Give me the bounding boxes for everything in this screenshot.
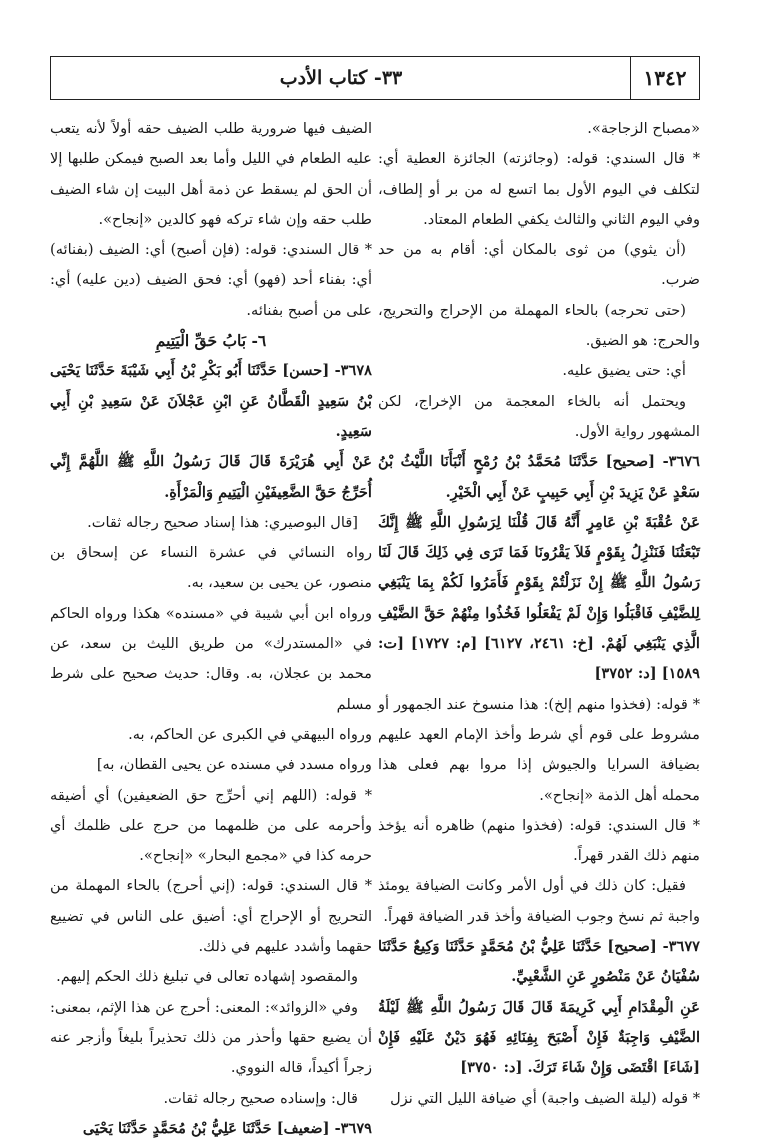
hadith-isnad-3677: ٣٦٧٧- [صحيح] حَدَّثَنَا عَلِيُّ بْنُ مُحَمَّدٍ حَدَّثَنَا وَكِيعٌ حَدَّثَنَا سُفْيَانُ عَنْ مَنْصُورٍ عَنِ الشَّعْبِيِّ.: [378, 938, 700, 986]
commentary-paragraph: * قوله: (فخذوا منهم إلخ): هذا منسوخ عند الجمهور أو مشروط على قوم أي شرط وأخذ الإمام العهد عليهم بضيافة السرايا والجيوش إذا مروا بهم فعلى هذا محمله أهل الذمة «إنجاح».: [378, 695, 700, 804]
page-header: [50, 56, 700, 100]
commentary-paragraph: * قال السندي: قوله: (فإن أصبح) أي: الضيف (بفنائه) أي: بفناء أحد (فهو) أي: فحق الضيف (دين عليه) أي: على من أصبح بفنائه.: [50, 241, 372, 319]
page-number: ١٣٤٢: [630, 57, 699, 99]
hadith-matn-3677: عَنِ الْمِقْدَامِ أَبِي كَرِيمَةَ قَالَ قَالَ رَسُولُ اللَّهِ ﷺ لَيْلَةُ الضَّيْفِ وَاجِبَةٌ فَإِنْ أَصْبَحَ بِفِنَائِهِ فَهُوَ دَيْنٌ عَلَيْهِ فَإِنْ [شَاءَ] اقْتَضَى وَإِنْ شَاءَ تَرَكَ. [د: ٣٧٥٠]: [378, 998, 700, 1077]
commentary-paragraph: * قال السندي: قوله: (فخذوا منهم) ظاهره أنه يؤخذ منهم ذلك القدر قهراً.: [378, 816, 700, 865]
hadith-isnad-3678: ٣٦٧٨- [حسن] حَدَّثَنَا أَبُو بَكْرِ بْنُ أَبِي شَيْبَةَ حَدَّثَنَا يَحْيَى بْنُ سَعِيدٍ الْقَطَّانُ عَنِ ابْنِ عَجْلاَنَ عَنْ سَعِيدِ بْنِ أَبِي سَعِيدٍ.: [50, 362, 372, 440]
left-column: [50, 114, 372, 1144]
paragraph: رواه النسائي في عشرة النساء عن إسحاق بن منصور، عن يحيى بن سعيد، به.: [50, 544, 372, 592]
paragraph: والمقصود إشهاده تعالى في تبليغ ذلك الحكم إليهم.: [56, 968, 358, 986]
paragraph: [قال البوصيري: هذا إسناد صحيح رجاله ثقات.: [87, 513, 358, 531]
paragraph: ورواه البيهقي في الكبرى عن الحاكم، به.: [128, 725, 372, 743]
paragraph: وفي «الزوائد»: المعنى: أحرج عن هذا الإثم، بمعنى: أن يضيع حقها وأحذر من ذلك تحذيراً بليغاً وأزجر عنه زجراً أكيداً، قاله النووي.: [50, 998, 372, 1077]
chapter-heading: ٦- بَابُ حَقِّ الْيَتِيمِ: [155, 331, 267, 351]
paragraph: ورواه مسدد في مسنده عن يحيى القطان، به]: [96, 756, 372, 774]
paragraph: الضيف فيها ضرورية طلب الضيف حقه أولاً لأنه يتعب عليه الطعام في الليل وأما بعد الصبح فيمكن طلبها إلا أن الحق لم يسقط عن ذمة أهل البيت إن شاء الضيف طلب حقه وإن شاء تركه فهو كالدين «إنجاح».: [50, 120, 372, 228]
hadith-matn-3676: عَنْ عُقْبَةَ بْنِ عَامِرٍ أَنَّهُ قَالَ قُلْنَا لِرَسُولِ اللَّهِ ﷺ إِنَّكَ تَبْعَثُنَا فَنَنْزِلُ بِقَوْمٍ فَلاَ يَقْرُونَا فَمَا تَرَى فِي ذَلِكَ قَالَ لَنَا رَسُولُ اللَّهِ ﷺ إِنْ نَزَلْتُمْ بِقَوْمٍ فَأَمَرُوا لَكُمْ بِمَا يَنْبَغِي لِلضَّيْفِ فَاقْبَلُوا وَإِنْ لَمْ يَفْعَلُوا فَخُذُوا مِنْهُمْ حَقَّ الضَّيْفِ الَّذِي يَنْبَغِي لَهُمْ. [خ: ٢٤٦١، ٦١٢٧] [م: ١٧٢٧] [ت: ١٥٨٩] [د: ٣٧٥٢]: [378, 513, 700, 683]
hadith-isnad-3679: ٣٦٧٩- [ضعيف] حَدَّثَنَا عَلِيُّ بْنُ مُحَمَّدٍ حَدَّثَنَا يَحْيَى: [82, 1119, 372, 1137]
hadith-matn-3678: عَنْ أَبِي هُرَيْرَةَ قَالَ قَالَ رَسُولُ اللَّهِ ﷺ اللَّهُمَّ إِنِّي أُحَرِّجُ حَقَّ الضَّعِيفَيْنِ الْيَتِيمِ وَالْمَرْأَةِ.: [50, 453, 372, 501]
paragraph: «مصباح الزجاجة».: [587, 120, 700, 137]
paragraph: ويحتمل أنه بالخاء المعجمة من الإخراج، لكن المشهور رواية الأول.: [378, 392, 700, 440]
paragraph: ورواه ابن أبي شيبة في «مسنده» هكذا ورواه الحاكم في «المستدرك» من طريق الليث بن سعد، عن محمد بن عجلان، به. وقال: حديث صحيح على شرط مسلم: [50, 604, 372, 713]
paragraph: (أن يثوي) من ثوى بالمكان أي: أقام به من حد ضرب.: [378, 241, 700, 289]
book-title: ٣٣- كتاب الأدب: [279, 67, 403, 89]
commentary-paragraph: * قال السندي: قوله: (إني أحرج) بالحاء المهملة من التحريج أو الإحراج أي: أضيق على الناس في تضييع حقهما وأشدد عليهم في ذلك.: [50, 877, 372, 956]
hadith-isnad-3676: ٣٦٧٦- [صحيح] حَدَّثَنَا مُحَمَّدُ بْنُ رُمْحٍ أَنْبَأَنَا اللَّيْثُ بْنُ سَعْدٍ عَنْ يَزِيدَ بْنِ أَبِي حَبِيبٍ عَنْ أَبِي الْخَيْرِ.: [378, 453, 700, 501]
commentary-paragraph: * قوله (ليلة الضيف واجبة) أي ضيافة الليل التي نزل: [390, 1089, 700, 1107]
paragraph: فقيل: كان ذلك في أول الأمر وكانت الضيافة يومئذ واجبة ثم نسخ وجوب الضيافة وأخذ قدر الضيافة قهراً.: [378, 877, 700, 925]
commentary-paragraph: * قال السندي: قوله: (وجائزته) الجائزة العطية أي: لتكلف في اليوم الأول بما اتسع له من بر أو إلطاف، وفي اليوم الثاني والثالث يكفي الطعام المعتاد.: [378, 150, 700, 228]
paragraph: قال: وإسناده صحيح رجاله ثقات.: [163, 1089, 358, 1107]
paragraph: أي: حتى يضيق عليه.: [562, 362, 686, 380]
commentary-paragraph: * قوله: (اللهم إني أحرِّج حق الضعيفين) أي أضيقه وأحرمه على من ظلمهما من حرج على ظلمك أي حرمه كذا في «مجمع البحار» «إنجاح».: [50, 786, 372, 865]
right-column: [378, 114, 700, 1114]
paragraph: (حتى تحرجه) بالحاء المهملة من الإحراج والتحريج، والحرج: هو الضيق.: [378, 301, 700, 350]
